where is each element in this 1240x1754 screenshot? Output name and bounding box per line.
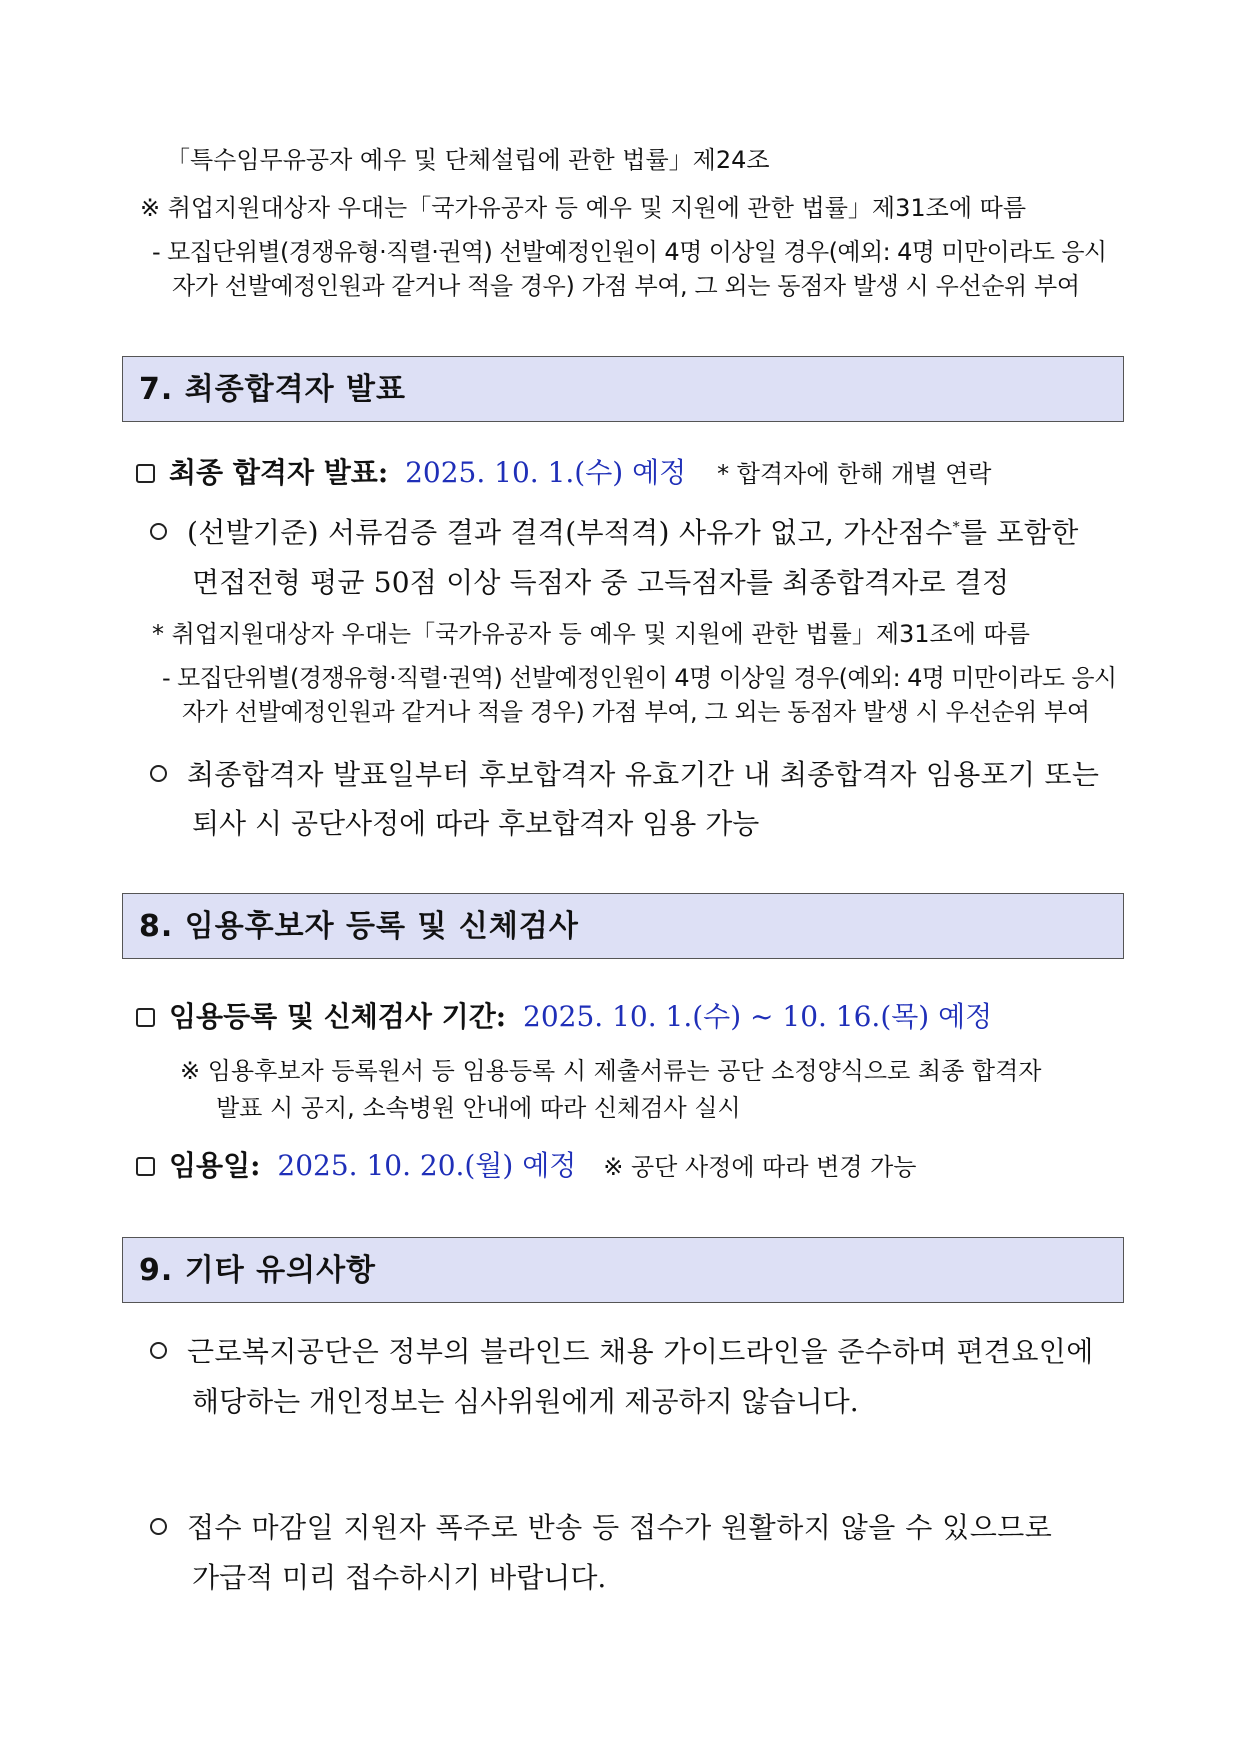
selection-criteria-bullet xyxy=(150,516,1079,549)
registration-note-line-1: ※ 임용후보자 등록원서 등 임용등록 시 제출서류는 공단 소정양식으로 최종 합격자 xyxy=(180,1057,1042,1085)
bonus-asterisk: * xyxy=(952,519,960,536)
registration-note-line-2: 발표 시 공지, 소속병원 안내에 따라 신체검사 실시 xyxy=(216,1094,741,1122)
bonus-rule-line-4: 자가 선발예정인원과 같거나 적을 경우) 가점 부여, 그 외는 동점자 발생 시 우선순위 부여 xyxy=(182,698,1090,726)
selection-criteria-text-a: (선발기준) 서류검증 결과 결격(부적격) 사유가 없고, 가산점수 xyxy=(187,516,953,549)
section-8-header xyxy=(122,893,1124,959)
bullet-circle-icon xyxy=(150,1342,167,1359)
selection-criteria-line-2: 면접전형 평균 50점 이상 득점자 중 고득점자를 최종합격자로 결정 xyxy=(192,566,1010,599)
blind-hiring-text: 근로복지공단은 정부의 블라인드 채용 가이드라인을 준수하며 편견요인에 xyxy=(187,1335,1094,1368)
selection-criteria-text-b: 를 포함한 xyxy=(959,516,1079,549)
blind-hiring-line-2: 해당하는 개인정보는 심사위원에게 제공하지 않습니다. xyxy=(192,1385,859,1418)
registration-period-label: 임용등록 및 신체검사 기간: xyxy=(169,1000,507,1033)
alternate-hiring-line-2: 퇴사 시 공단사정에 따라 후보합격자 임용 가능 xyxy=(192,807,760,840)
bullet-circle-icon xyxy=(150,523,167,540)
final-announcement-item xyxy=(136,456,992,489)
early-submission-bullet xyxy=(150,1511,1053,1544)
early-submission-line-2: 가급적 미리 접수하시기 바랍니다. xyxy=(192,1561,607,1594)
bonus-rule-line-3: - 모집단위별(경쟁유형·직렬·권역) 선발예정인원이 4명 이상일 경우(예외: 4명 미만이라도 응시 xyxy=(162,664,1117,692)
section-7-header xyxy=(122,356,1124,422)
checkbox-square-icon xyxy=(136,1157,155,1176)
bonus-rule-line-1: - 모집단위별(경쟁유형·직렬·권역) 선발예정인원이 4명 이상일 경우(예외: 4명 미만이라도 응시 xyxy=(152,238,1107,266)
final-announcement-note: * 합격자에 한해 개별 연락 xyxy=(717,460,992,488)
registration-period-date: 2025. 10. 1.(수) ~ 10. 16.(목) 예정 xyxy=(523,1000,993,1033)
final-announcement-date: 2025. 10. 1.(수) 예정 xyxy=(405,456,687,489)
bullet-circle-icon xyxy=(150,765,167,782)
law-reference-line: 「특수임무유공자 예우 및 단체설립에 관한 법률」제24조 xyxy=(166,146,770,174)
alternate-hiring-text: 최종합격자 발표일부터 후보합격자 유효기간 내 최종합격자 임용포기 또는 xyxy=(187,758,1100,791)
final-announcement-label: 최종 합격자 발표: xyxy=(169,456,389,489)
appointment-date-value: 2025. 10. 20.(월) 예정 xyxy=(277,1149,577,1182)
bullet-circle-icon xyxy=(150,1518,167,1535)
early-submission-text: 접수 마감일 지원자 폭주로 반송 등 접수가 원활하지 않을 수 있으므로 xyxy=(187,1511,1053,1544)
appointment-date-item xyxy=(136,1149,917,1182)
section-9-header xyxy=(122,1237,1124,1303)
appointment-date-note: ※ 공단 사정에 따라 변경 가능 xyxy=(603,1153,917,1181)
preference-note-line: ※ 취업지원대상자 우대는「국가유공자 등 예우 및 지원에 관한 법률」제31조에 따름 xyxy=(140,194,1027,222)
preference-note-line-2: * 취업지원대상자 우대는「국가유공자 등 예우 및 지원에 관한 법률」제31조에 따름 xyxy=(152,620,1030,648)
section-9-title: 9. 기타 유의사항 xyxy=(139,1253,377,1288)
blind-hiring-bullet xyxy=(150,1335,1094,1368)
alternate-hiring-bullet xyxy=(150,758,1100,791)
checkbox-square-icon xyxy=(136,464,155,483)
bonus-rule-line-2: 자가 선발예정인원과 같거나 적을 경우) 가점 부여, 그 외는 동점자 발생 시 우선순위 부여 xyxy=(172,272,1080,300)
appointment-date-label: 임용일: xyxy=(169,1149,261,1182)
section-7-title: 7. 최종합격자 발표 xyxy=(139,372,407,407)
section-8-title: 8. 임용후보자 등록 및 신체검사 xyxy=(139,909,579,944)
registration-period-item xyxy=(136,1000,993,1033)
checkbox-square-icon xyxy=(136,1008,155,1027)
